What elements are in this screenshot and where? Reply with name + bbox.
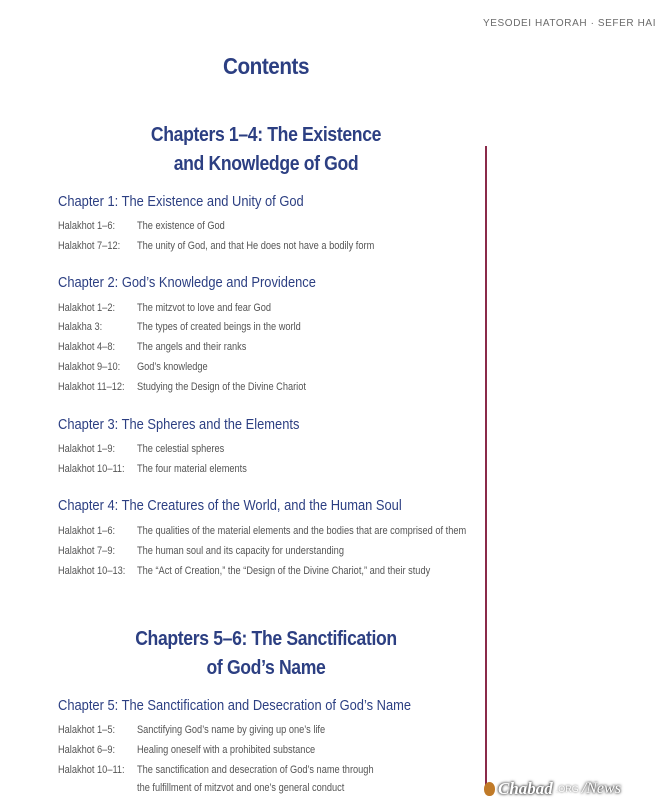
toc-entry [58,525,466,537]
entry-ref: Halakhot 10–13: [58,565,126,577]
entry-desc: The “Act of Creation,” the “Design of the Divine Chariot,” and their study [136,565,431,577]
entry-ref: Halakhot 11–12: [58,381,125,393]
entry-ref: Halakhot 6–9: [58,744,116,756]
chapter-title-1: Chapter 1: The Existence and Unity of God [58,193,304,210]
entry-desc: Healing oneself with a prohibited substance [136,744,316,756]
chapter-title-5: Chapter 5: The Sanctification and Desecration of God’s Name [58,697,412,714]
toc-entry [58,381,306,393]
entry-desc: The qualities of the material elements and the bodies that are comprised of them [136,525,467,537]
part-title-2-line1: Chapters 5–6: The Sanctification [135,628,397,650]
entry-desc: Studying the Design of the Divine Chariot [136,381,306,393]
entry-ref: Halakhot 1–5: [58,724,116,736]
part-title-2-line2: of God’s Name [206,657,326,679]
entry-ref: Halakhot 7–9: [58,545,116,557]
toc-entry [58,302,271,314]
part-title-2 [32,625,500,683]
toc-entry [58,463,247,475]
entry-ref: Halakhot 9–10: [58,361,121,373]
entry-ref: Halakhot 1–6: [58,220,116,232]
toc-entry [58,240,374,252]
toc-entry [58,764,374,776]
entry-ref: Halakhot 1–2: [58,302,116,314]
entry-desc: The human soul and its capacity for understanding [136,545,344,557]
chapter-title-2: Chapter 2: God’s Knowledge and Providence [58,274,316,291]
entry-desc: The types of created beings in the world [136,321,301,333]
running-head: YESODEI HATORAH · SEFER HAI [483,18,656,29]
entry-desc: God’s knowledge [136,361,208,373]
entry-desc: The sanctification and desecration of God’s name through [136,764,374,776]
entry-ref: Halakhot 10–11: [58,463,125,475]
watermark-org: .ORG [555,784,579,794]
entry-desc: The angels and their ranks [136,341,247,353]
entry-ref: Halakhot 7–12: [58,240,121,252]
chapter-title-3: Chapter 3: The Spheres and the Elements [58,416,300,433]
entry-desc: Sanctifying God’s name by giving up one’s life [136,724,326,736]
toc-entry [58,724,325,736]
watermark-news: /News [581,780,621,797]
toc-entry [58,361,208,373]
margin-rule [485,146,487,786]
entry-desc: The unity of God, and that He does not have a bodily form [136,240,375,252]
watermark-brand: Chabad [498,779,553,798]
entry-ref: Halakhot 1–9: [58,443,116,455]
toc-entry [58,545,344,557]
entry-desc: The celestial spheres [136,443,225,455]
toc-entry [58,443,224,455]
toc-entry [58,220,225,232]
entry-ref: Halakhot 10–11: [58,764,125,776]
flame-icon [484,782,495,796]
part-title-1 [32,121,500,179]
page-title: Contents [222,53,310,79]
entry-desc: The existence of God [136,220,225,232]
chabad-news-watermark [484,778,629,800]
entry-ref: Halakha 3: [58,321,103,333]
toc-entry [58,321,301,333]
part-title-1-line1: Chapters 1–4: The Existence [150,124,382,146]
toc-entry [58,341,246,353]
toc-entry-continuation: the fulfillment of mitzvot and one’s general conduct [137,782,345,794]
entry-ref: Halakhot 4–8: [58,341,116,353]
chapter-title-4: Chapter 4: The Creatures of the World, and the Human Soul [58,497,402,514]
entry-desc: The mitzvot to love and fear God [136,302,272,314]
toc-entry [58,744,315,756]
entry-ref: Halakhot 1–6: [58,525,116,537]
entry-desc: The four material elements [136,463,247,475]
toc-entry [58,565,430,577]
part-title-1-line2: and Knowledge of God [173,153,359,175]
